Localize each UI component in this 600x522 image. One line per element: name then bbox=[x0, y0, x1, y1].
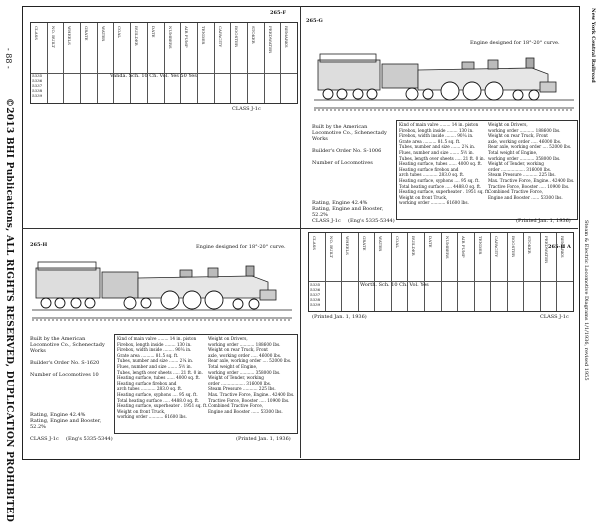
class-label: CLASS J-1c bbox=[540, 314, 569, 320]
class-label: CLASS J-1c bbox=[312, 218, 341, 224]
copyright-notice: ©2013 BHI Publications, ALL RIGHTS RESERVED, DUPLICATION PROHIBITED bbox=[4, 98, 14, 522]
printed-date: (Printed Jan. 1, 1936) bbox=[236, 436, 291, 442]
table-column: AIR PUMP bbox=[458, 233, 475, 311]
table-row: 5338 bbox=[310, 297, 321, 302]
table-row: 5339 bbox=[32, 93, 43, 98]
table-column: AIR PUMP bbox=[181, 23, 198, 103]
roster-rows bbox=[310, 283, 570, 308]
printed-date: (Printed Jan. 1, 1936) bbox=[516, 218, 571, 224]
table-column: CAPACITY bbox=[215, 23, 232, 103]
table-row: 5338 bbox=[32, 88, 43, 93]
curve-note: Engine designed for 18°-20° curve. bbox=[196, 244, 286, 250]
table-row: 5339 bbox=[310, 302, 321, 307]
table-column: BUILDER bbox=[131, 23, 148, 103]
table-row: 5337 bbox=[310, 292, 321, 297]
engine-numbers: (Eng's 5335-5344) bbox=[66, 436, 113, 442]
table-column: GRATE bbox=[81, 23, 98, 103]
table-column: CLASS bbox=[309, 233, 326, 311]
locomotive-elevation-diagram bbox=[30, 252, 296, 324]
spec-column-right: Weight on Drivers, working order ........... 188600 lbs. Weight on rear Truck, Front axle, working order ..... 46000 lbs. Rear axle, working order .... 52000 lbs. Total weight of Engine, working order ........... 358000 lbs. Weight of Tender, working order .................. 316000 lbs. Steam Pressure ........... 225 lbs. Max. Tractive Force, Engine.. 42400 lbs. Tractive Force, Booster ..... 10900 lbs. Combined Tractive Force, Engine and Booster ...... 53300 lbs. bbox=[208, 336, 295, 414]
table-row: 5337 bbox=[32, 83, 43, 88]
page-tag: 265-H bbox=[30, 242, 48, 248]
center-fold bbox=[22, 228, 578, 229]
table-row: 5336 bbox=[32, 78, 43, 83]
table-column: TENDER bbox=[475, 233, 492, 311]
book-subtitle: Steam & Electric Locomotive Diagrams 1/1/1936, revised 1955 bbox=[583, 220, 589, 381]
table-column: WHEELS bbox=[64, 23, 81, 103]
table-column: WHEELS bbox=[342, 233, 359, 311]
builder-info: Built by the American Locomotive Co., Schenectady Works Builder's Order No. S-1620 Number of Locomotives 10 Rating, Engine 42.4% Rating, Engine and Booster, 52.2% bbox=[30, 336, 105, 430]
table-column: STOKER bbox=[248, 23, 265, 103]
table-column: TENDER bbox=[198, 23, 215, 103]
page-tag: 265-F bbox=[270, 10, 287, 16]
table-column: BUILDER bbox=[408, 233, 425, 311]
table-column: BOOSTER bbox=[231, 23, 248, 103]
table-column: BOOSTER bbox=[508, 233, 525, 311]
spec-column-left: Kind of main valve ........ 14 in. piston Firebox, length inside ........ 130 in. Firebox, width inside ........ 90¼ in. Grate area .......... 81.5 sq. ft. Tubes, number and size ....... 2¼ in. Flues, number and size ....... 5½ in. Tubes, length over sheets ..... 21 ft. 0 in. Heating surface, tubes ...... 4000 sq. ft. Heating surface firebox and arch tubes ........... 283.0 sq. ft. Heating surface, syphons .... 95 sq. ft. Total heating surface ..... 4488.0 sq. ft. Heating surface, superheater . 1951 sq. ft. Weight on front Truck, working order ........... 61600 lbs. bbox=[399, 122, 490, 206]
spec-column-left: Kind of main valve ........ 14 in. piston Firebox, length inside ........ 130 in. Firebox, width inside ........ 90¼ in. Grate area .......... 81.5 sq. ft. Tubes, number and size ....... 2¼ in. Flues, number and size ....... 5½ in. Tubes, length over sheets ..... 21 ft. 0 in. Heating surface, tubes ...... 4000 sq. ft. Heating surface firebox and arch tubes ........... 283.0 sq. ft. Heating surface, syphons .... 95 sq. ft. Total heating surface ..... 4488.0 sq. ft. Heating surface, superheater . 1951 sq. ft. Weight on front Truck, working order ........... 61600 lbs. bbox=[117, 336, 208, 420]
table-column: NO. BUILT bbox=[48, 23, 65, 103]
engine-numbers: (Eng's 5335-5344) bbox=[348, 218, 395, 224]
table-column: COAL bbox=[392, 233, 409, 311]
table-column: WATER bbox=[98, 23, 115, 103]
table-column: FEEDWATER bbox=[265, 23, 282, 103]
table-column: COAL bbox=[114, 23, 131, 103]
table-column: FEEDWATER bbox=[541, 233, 558, 311]
class-label: CLASS J-1c bbox=[232, 106, 261, 112]
table-column: DATE bbox=[425, 233, 442, 311]
locomotive-elevation-diagram bbox=[312, 46, 578, 114]
table-column: CLASS bbox=[31, 23, 48, 103]
table-column: NUMBERS bbox=[442, 233, 459, 311]
railroad-title: New York Central Railroad bbox=[590, 8, 596, 83]
center-gutter bbox=[300, 6, 301, 458]
table-column: STOKER bbox=[524, 233, 541, 311]
curve-note: Engine designed for 18°-20° curve. bbox=[470, 40, 560, 46]
table-column: DATE bbox=[148, 23, 165, 103]
table-row: 5336 bbox=[310, 287, 321, 292]
table-column: WATER bbox=[375, 233, 392, 311]
table-row: 5335 bbox=[310, 282, 321, 287]
table-column: NUMBERS bbox=[165, 23, 182, 103]
table-column: GRATE bbox=[359, 233, 376, 311]
page-tag: 265-G bbox=[306, 18, 323, 24]
table-column: REMARKS bbox=[281, 23, 297, 103]
builder-info: Built by the American Locomotive Co., Schenectady Works Builder's Order No. S-1006 Number of Locomotives Rating, Engine 42.4% Rating, Engine and Booster, 52.2% bbox=[312, 124, 387, 218]
table-column: CAPACITY bbox=[491, 233, 508, 311]
table-column: REMARKS bbox=[557, 233, 573, 311]
printed-date: (Printed Jan. 1, 1936) bbox=[312, 314, 367, 320]
spec-column-right: Weight on Drivers, working order ........... 188600 lbs. Weight on rear Truck, Front axle, working order ..... 46000 lbs. Rear axle, working order .... 52000 lbs. Total weight of Engine, working order ........... 358000 lbs. Weight of Tender, working order .................. 316000 lbs. Steam Pressure ........... 225 lbs. Max. Tractive Force, Engine.. 42400 lbs. Tractive Force, Booster ..... 10900 lbs. Combined Tractive Force, Engine and Booster ...... 53300 lbs. bbox=[488, 122, 575, 200]
table-column: NO. BUILT bbox=[326, 233, 343, 311]
class-label: CLASS J-1c bbox=[30, 436, 59, 442]
page-tag: 265-H A bbox=[548, 244, 571, 250]
row-sample: Worth. Sch. 10 Ch. Vol. Yes bbox=[360, 282, 429, 288]
row-sample: Vanda. Sch. 10 Ch. Vol. Yes 50 Yes bbox=[110, 73, 197, 79]
table-row: 5335 bbox=[32, 73, 43, 78]
page-number: - 88 - bbox=[4, 48, 13, 69]
